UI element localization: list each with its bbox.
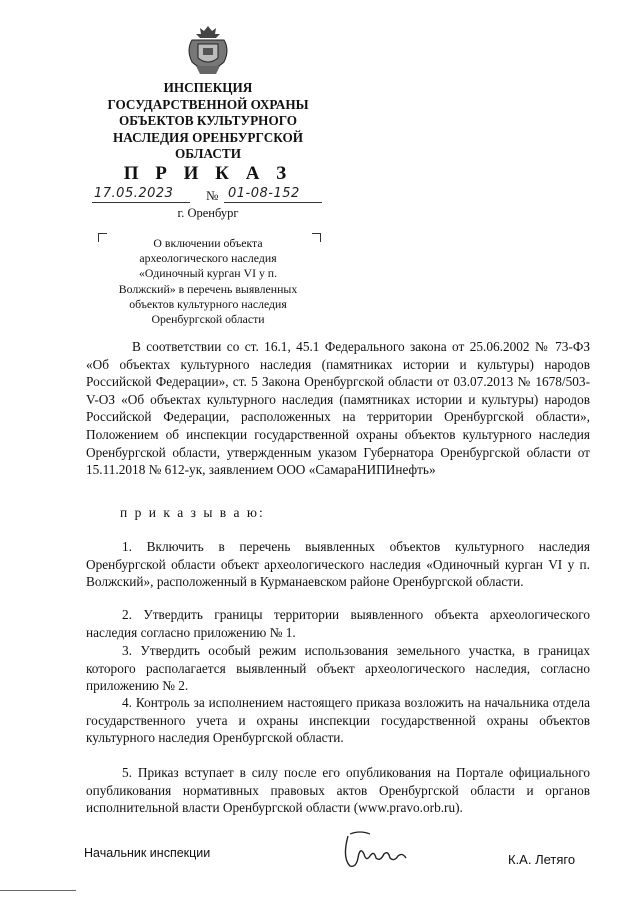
signatory-name: К.А. Летяго [508, 852, 576, 867]
number-underline [224, 202, 322, 203]
city: г. Оренбург [177, 206, 239, 220]
signatory-position: Начальник инспекции [84, 846, 211, 860]
order-item-1: 1. Включить в перечень выявленных объектов культурного наследия Оренбургской области объект археологического наследия «Одиночный курган VI у п. Волжский», расположенный в Курманаевском районе Оренбургской области. [86, 539, 590, 590]
subject-bracket-left [98, 233, 107, 242]
preamble: В соответствии со ст. 16.1, 45.1 Федерального закона от 25.06.2002 № 73-ФЗ «Об объектах культурного наследия (памятниках истории и культуры) народов Российской Федерации», ст. 5 Закона Оренбургской области от 03.07.2013 № 1678/503-V-ОЗ «Об объектах культурного наследия (памятниках истории и культуры) народов Российской Федерации, расположенных на территории Оренбургской области», Положением об инспекции государственной охраны объектов культурного наследия Оренбургской области, утвержденным указом Губернатора Оренбургской области от 15.11.2018 № 612-ук, заявлением ООО «СамараНИПИнефть» [86, 339, 590, 478]
number-label: № [206, 188, 219, 203]
organization-name: ИНСПЕКЦИЯ ГОСУДАРСТВЕННОЙ ОХРАНЫ ОБЪЕКТОВ КУЛЬТУРНОГО НАСЛЕДИЯ ОРЕНБУРГСКОЙ ОБЛАСТИ [107, 80, 309, 161]
order-number: 01-08-152 [228, 186, 300, 201]
date-underline [92, 202, 190, 203]
order-item-3: 3. Утвердить особый режим использования земельного участка, в границах которого располагается выявленный объект археологического наследия, согласно приложению № 2. [86, 643, 590, 694]
footer-divider [0, 890, 76, 891]
order-item-5: 5. Приказ вступает в силу после его опубликования на Портале официального опубликования нормативных правовых актов Оренбургской области и органов исполнительной власти Оренбургской области (www.pravo.orb.ru). [86, 765, 590, 816]
order-subject: О включении объекта археологического наследия «Одиночный курган VI у п. Волжский» в перечень выявленных объектов культурного наследия Оренбургской области [118, 236, 298, 327]
order-word: п р и к а з ы в а ю: [120, 505, 265, 520]
order-item-4: 4. Контроль за исполнением настоящего приказа возложить на начальника отдела государственного учета и охраны инспекции государственной охраны объектов культурного наследия Оренбургской области. [86, 695, 590, 746]
subject-bracket-right [312, 233, 321, 242]
order-item-2: 2. Утвердить границы территории выявленного объекта археологического наследия согласно приложению № 1. [86, 607, 590, 640]
coat-of-arms-icon [186, 22, 230, 78]
order-date: 17.05.2023 [94, 186, 174, 201]
handwritten-signature-icon [340, 828, 412, 872]
document-type-title: П Р И К А З [123, 163, 293, 184]
